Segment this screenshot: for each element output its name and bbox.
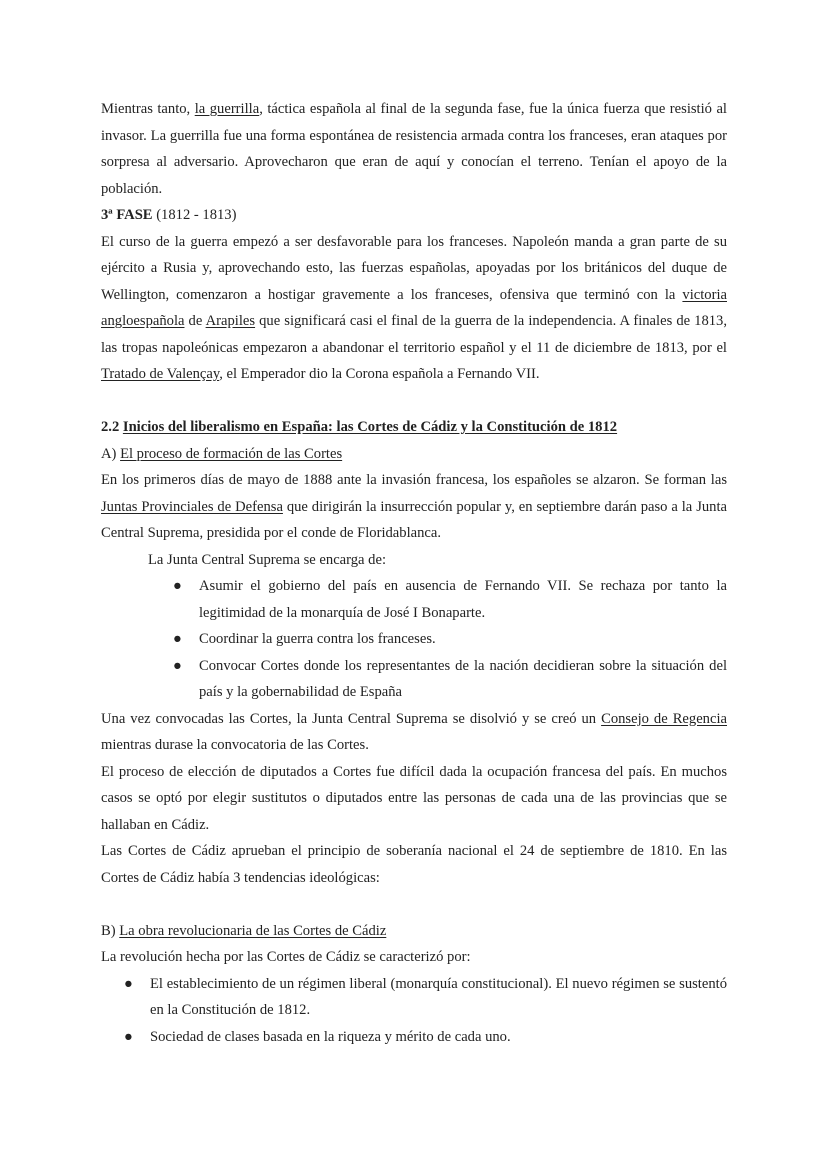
subsection-heading-a: A) El proceso de formación de las Cortes xyxy=(101,445,343,462)
spacer xyxy=(101,388,727,415)
section-heading-2-2: 2.2 Inicios del liberalismo en España: las Cortes de Cádiz y la Constitución de 1812 xyxy=(101,419,618,435)
list-item: ● Asumir el gobierno del país en ausencia de Fernando VII. Se rechaza por tanto la legitimidad de la monarquía de José I Bonaparte. xyxy=(199,573,727,626)
link-consejo-regencia[interactable]: Consejo de Regencia xyxy=(601,710,727,727)
subsection-heading-b: B) La obra revolucionaria de las Cortes de Cádiz xyxy=(101,922,387,939)
list-item: ● El establecimiento de un régimen liberal (monarquía constitucional). El nuevo régimen se sustentó en la Constitución de 1812. xyxy=(150,971,727,1024)
junta-list xyxy=(101,573,727,706)
paragraph-regencia: Una vez convocadas las Cortes, la Junta Central Suprema se disolvió y se creó un Consejo de Regencia mientras durase la convocatoria de las Cortes. xyxy=(101,710,727,753)
paragraph-eleccion: El proceso de elección de diputados a Cortes fue difícil dada la ocupación francesa del país. En muchos casos se optó por elegir sustitutos o diputados entre las personas de cada una de las provincias que se hallaban en Cádiz. xyxy=(101,763,727,833)
heading-fase-3: 3ª FASE (1812 - 1813) xyxy=(101,207,237,223)
bullet-icon: ● xyxy=(124,1028,133,1045)
list-item: ● Convocar Cortes donde los representantes de la nación decidieran sobre la situación del país y la gobernabilidad de España xyxy=(199,653,727,706)
paragraph-revolucion: La revolución hecha por las Cortes de Cádiz se caracterizó por: xyxy=(101,949,471,965)
link-juntas-provinciales[interactable]: Juntas Provinciales de Defensa xyxy=(101,498,283,515)
document-body xyxy=(101,96,727,1050)
spacer xyxy=(101,891,727,918)
paragraph-soberania: Las Cortes de Cádiz aprueban el principio de soberanía nacional el 24 de septiembre de 1810. En las Cortes de Cádiz había 3 tendencias ideológicas: xyxy=(101,843,727,886)
bullet-icon: ● xyxy=(173,578,182,594)
bullet-icon: ● xyxy=(173,657,182,674)
bullet-icon: ● xyxy=(124,975,133,992)
link-victoria-angloespanola[interactable]: victoria angloespañola xyxy=(101,286,727,329)
paragraph-fase-3: El curso de la guerra empezó a ser desfavorable para los franceses. Napoleón manda a gran parte de su ejército a Rusia y, aprovechando esto, las fuerzas españolas, apoyadas por los británicos del duque de Wellington, comenzaron a hostigar gravemente a los franceses, ofensiva que terminó con la victoria angloespañola de Arapiles que significará casi el final de la guerra de la independencia. A finales de 1813, las tropas napoleónicas empezaron a abandonar el territorio español y el 11 de diciembre de 1813, por el Tratado de Valençay, el Emperador dio la Corona española a Fernando VII. xyxy=(101,233,727,382)
cadiz-list xyxy=(101,971,727,1051)
bullet-icon: ● xyxy=(173,631,182,647)
paragraph-juntas: En los primeros días de mayo de 1888 ante la invasión francesa, los españoles se alzaron. Se forman las Juntas Provinciales de Defensa que dirigirán la insurrección popular y, en septiembre darán paso a la Junta Central Suprema, presidida por el conde de Floridablanca. xyxy=(101,472,727,541)
link-arapiles[interactable]: Arapiles xyxy=(205,313,256,329)
list-item: ● Coordinar la guerra contra los franceses. xyxy=(199,626,727,653)
link-la-guerrilla[interactable]: la guerrilla xyxy=(194,101,260,117)
paragraph-guerrilla: Mientras tanto, la guerrilla, táctica española al final de la segunda fase, fue la única fuerza que resistió al invasor. La guerrilla fue una forma espontánea de resistencia armada contra los franceses, eran ataques por sorpresa al adversario. Aprovecharon que eran de aquí y conocían el terreno. Tenían el apoyo de la población. xyxy=(101,101,727,197)
junta-intro: La Junta Central Suprema se encarga de: xyxy=(148,551,387,568)
list-item: ● Sociedad de clases basada en la riqueza y mérito de cada uno. xyxy=(150,1024,727,1051)
link-tratado-valencay[interactable]: Tratado de Valençay xyxy=(101,366,220,382)
